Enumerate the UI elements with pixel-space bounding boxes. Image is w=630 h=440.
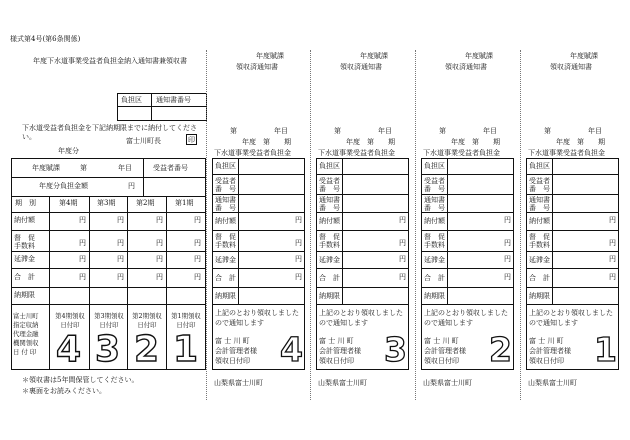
stub-2-addressee: 富 士 川 町 会計管理者様 領収日付印 <box>424 337 466 365</box>
stub-2-yen-0: 円 <box>504 216 511 224</box>
stub-2-footer: 山梨県富士川町 <box>423 379 472 387</box>
stub-3-row-label-2: 通知書 番 号 <box>529 196 550 212</box>
stub-3-assessment: 年度賦課 <box>570 52 598 60</box>
stub-0-row-label-5: 延滞金 <box>215 256 236 264</box>
stub-0-yen-3: 円 <box>295 273 302 281</box>
main-yen-r3-c2: 円 <box>156 273 163 281</box>
main-yen-r0-c3: 円 <box>194 216 201 224</box>
stub-1-receipt-note: 上記のとおり領収しましたので通知します <box>319 309 403 327</box>
mayor-seal: 印 <box>188 136 195 144</box>
stub-2-row-label-1: 受益者 番 号 <box>424 177 445 193</box>
stub-2-row-label-7: 納期限 <box>424 292 445 300</box>
stub-3-period-prefix: 第 <box>544 127 551 135</box>
assessment-year: 年度賦課 <box>32 164 60 172</box>
main-yen-r1-c2: 円 <box>156 239 163 247</box>
stub-1-row-label-5: 延滞金 <box>319 256 340 264</box>
stub-1-row-label-3: 納付額 <box>319 217 340 225</box>
stub-1-row-label-6: 合 計 <box>319 274 340 282</box>
installment-1-header: 第1期 <box>175 199 194 207</box>
main-yen-r1-c0: 円 <box>79 239 86 247</box>
stub-0-row-label-2: 通知書 番 号 <box>215 196 236 212</box>
stub-0-row-label-3: 納付額 <box>215 217 236 225</box>
stub-2-yen-1: 円 <box>504 239 511 247</box>
stub-2-charge-name: 下水道事業受益者負担金 <box>423 149 500 157</box>
note-keep: ＊領収書は5年間保管してください。 <box>22 376 139 384</box>
stub-2-row-label-4: 督 促 手数料 <box>424 233 445 249</box>
stub-1-row-label-1: 受益者 番 号 <box>319 177 340 193</box>
main-yen-r2-c2: 円 <box>156 255 163 263</box>
stub-0-addressee: 富 士 川 町 会計管理者様 領収日付印 <box>215 337 257 365</box>
notice-number-label: 通知書番号 <box>156 96 191 104</box>
stub-0-number: 4 <box>280 330 303 369</box>
stub-1-yen-3: 円 <box>399 273 406 281</box>
stub-2-row-label-6: 合 計 <box>424 274 445 282</box>
stub-3-row-label-5: 延滞金 <box>529 256 550 264</box>
stub-3-row-label-7: 納期限 <box>529 292 550 300</box>
stub-1-number: 3 <box>384 330 407 369</box>
period-prefix: 第 <box>80 164 87 172</box>
stub-3-row-label-0: 負担区 <box>529 162 550 170</box>
main-yen-r2-c3: 円 <box>194 255 201 263</box>
period-column-header: 期 別 <box>15 199 36 207</box>
big-number-1: 1 <box>173 329 199 370</box>
stub-0-title: 領収済通知書 <box>236 63 278 71</box>
stub-2-number: 2 <box>489 330 512 369</box>
stub-1-title: 領収済通知書 <box>340 63 382 71</box>
form-number: 様式第4号(第6条関係) <box>10 35 81 43</box>
stub-1-addressee: 富 士 川 町 会計管理者様 領収日付印 <box>319 337 361 365</box>
stub-3-number: 1 <box>594 330 617 369</box>
main-yen-r3-c1: 円 <box>117 273 124 281</box>
main-yen-r1-c1: 円 <box>117 239 124 247</box>
stub-3-row-label-4: 督 促 手数料 <box>529 233 550 249</box>
stub-0-row-label-6: 合 計 <box>215 274 236 282</box>
row-total-label: 合 計 <box>14 273 35 281</box>
stub-2-assessment: 年度賦課 <box>465 52 493 60</box>
stub-0-yen-0: 円 <box>295 216 302 224</box>
big-number-2: 2 <box>134 329 160 370</box>
bank-stamp-label: 富士川町 指定収納 代理金融 機関領収 日 付 印 <box>13 312 39 356</box>
stub-1-assessment: 年度賦課 <box>360 52 388 60</box>
stub-1-period-suffix: 年目 <box>378 127 392 135</box>
stub-3-receipt-note: 上記のとおり領収しましたので通知します <box>529 309 613 327</box>
main-yen-r1-c3: 円 <box>194 239 201 247</box>
stub-2-receipt-note: 上記のとおり領収しましたので通知します <box>424 309 508 327</box>
stub-0-yen-1: 円 <box>295 239 302 247</box>
row-fee-label: 督 促 手数料 <box>14 234 35 250</box>
stub-0-term: 年度 第 期 <box>242 138 291 146</box>
installment-2-header: 第2期 <box>136 199 155 207</box>
stub-2-title: 領収済通知書 <box>445 63 487 71</box>
stub-1-row-label-2: 通知書 番 号 <box>319 196 340 212</box>
stub-2-row-label-5: 延滞金 <box>424 256 445 264</box>
stub-2-period-prefix: 第 <box>439 127 446 135</box>
main-yen-r0-c0: 円 <box>79 216 86 224</box>
stub-3-charge-name: 下水道事業受益者負担金 <box>528 149 605 157</box>
stub-0-period-prefix: 第 <box>230 127 237 135</box>
stub-1-row-label-4: 督 促 手数料 <box>319 233 340 249</box>
stub-0-footer: 山梨県富士川町 <box>214 379 263 387</box>
share-total-yen: 円 <box>128 182 135 190</box>
row-due-label: 納期限 <box>14 291 35 299</box>
period-unit: 年目 <box>118 164 132 172</box>
stub-2-yen-3: 円 <box>504 273 511 281</box>
stub-3-term: 年度 第 期 <box>556 138 605 146</box>
stub-1-row-label-7: 納期限 <box>319 292 340 300</box>
installment-4-header: 第4期 <box>59 199 78 207</box>
stub-1-yen-0: 円 <box>399 216 406 224</box>
installment-3-header: 第3期 <box>97 199 116 207</box>
stub-3-row-label-3: 納付額 <box>529 217 550 225</box>
stub-0-receipt-note: 上記のとおり領収しましたので通知します <box>215 309 299 327</box>
big-number-4: 4 <box>56 329 82 370</box>
stub-3-yen-1: 円 <box>609 239 616 247</box>
stub-0-row-label-7: 納期限 <box>215 292 236 300</box>
district-label: 負担区 <box>121 96 142 104</box>
stub-1-footer: 山梨県富士川町 <box>318 379 367 387</box>
stub-0-charge-name: 下水道事業受益者負担金 <box>214 149 291 157</box>
main-yen-r2-c0: 円 <box>79 255 86 263</box>
stub-3-addressee: 富 士 川 町 会計管理者様 領収日付印 <box>529 337 571 365</box>
stamp-label-4: 第4期領収 日付印 <box>55 312 85 329</box>
stub-2-row-label-3: 納付額 <box>424 217 445 225</box>
row-payment-label: 納付額 <box>14 216 35 224</box>
stub-1-charge-name: 下水道事業受益者負担金 <box>318 149 395 157</box>
row-late-label: 延滞金 <box>14 255 35 263</box>
stub-1-yen-1: 円 <box>399 239 406 247</box>
stub-3-footer: 山梨県富士川町 <box>528 379 577 387</box>
stub-0-row-label-0: 負担区 <box>215 162 236 170</box>
stub-2-row-label-2: 通知書 番 号 <box>424 196 445 212</box>
big-number-3: 3 <box>95 329 121 370</box>
stub-0-row-label-1: 受益者 番 号 <box>215 177 236 193</box>
note-reverse: ＊裏面をお読みください。 <box>22 387 106 395</box>
stub-2-row-label-0: 負担区 <box>424 162 445 170</box>
stub-1-period-prefix: 第 <box>334 127 341 135</box>
main-yen-r3-c3: 円 <box>194 273 201 281</box>
main-yen-r3-c0: 円 <box>79 273 86 281</box>
main-yen-r0-c1: 円 <box>117 216 124 224</box>
share-total-label: 年度分負担金額 <box>39 182 88 190</box>
stub-3-period-suffix: 年目 <box>588 127 602 135</box>
stub-3-title: 領収済通知書 <box>550 63 592 71</box>
stub-3-yen-3: 円 <box>609 273 616 281</box>
fiscal-year-label: 年度分 <box>58 147 79 155</box>
stub-0-period-suffix: 年目 <box>274 127 288 135</box>
stub-3-yen-2: 円 <box>609 255 616 263</box>
stamp-label-3: 第3期領収 日付印 <box>94 312 124 329</box>
stamp-label-2: 第2期領収 日付印 <box>132 312 162 329</box>
main-yen-r2-c1: 円 <box>117 255 124 263</box>
stub-1-term: 年度 第 期 <box>346 138 395 146</box>
stub-2-period-suffix: 年目 <box>483 127 497 135</box>
stub-1-yen-2: 円 <box>399 255 406 263</box>
stub-0-yen-2: 円 <box>295 255 302 263</box>
stub-2-term: 年度 第 期 <box>451 138 500 146</box>
document-title: 年度下水道事業受益者負担金納入通知書兼領収書 <box>33 57 187 65</box>
stub-0-row-label-4: 督 促 手数料 <box>215 233 236 249</box>
main-yen-r0-c2: 円 <box>156 216 163 224</box>
stub-3-row-label-1: 受益者 番 号 <box>529 177 550 193</box>
beneficiary-number-label: 受益者番号 <box>153 164 188 172</box>
stub-2-yen-2: 円 <box>504 255 511 263</box>
stub-3-yen-0: 円 <box>609 216 616 224</box>
stub-0-assessment: 年度賦課 <box>256 52 284 60</box>
intro-text: 下水道受益者負担金を下記納期限までに納付してください。 <box>22 124 197 141</box>
stub-3-row-label-6: 合 計 <box>529 274 550 282</box>
mayor-label: 富士川町長 <box>126 137 161 145</box>
stub-1-row-label-0: 負担区 <box>319 162 340 170</box>
stamp-label-1: 第1期領収 日付印 <box>171 312 201 329</box>
